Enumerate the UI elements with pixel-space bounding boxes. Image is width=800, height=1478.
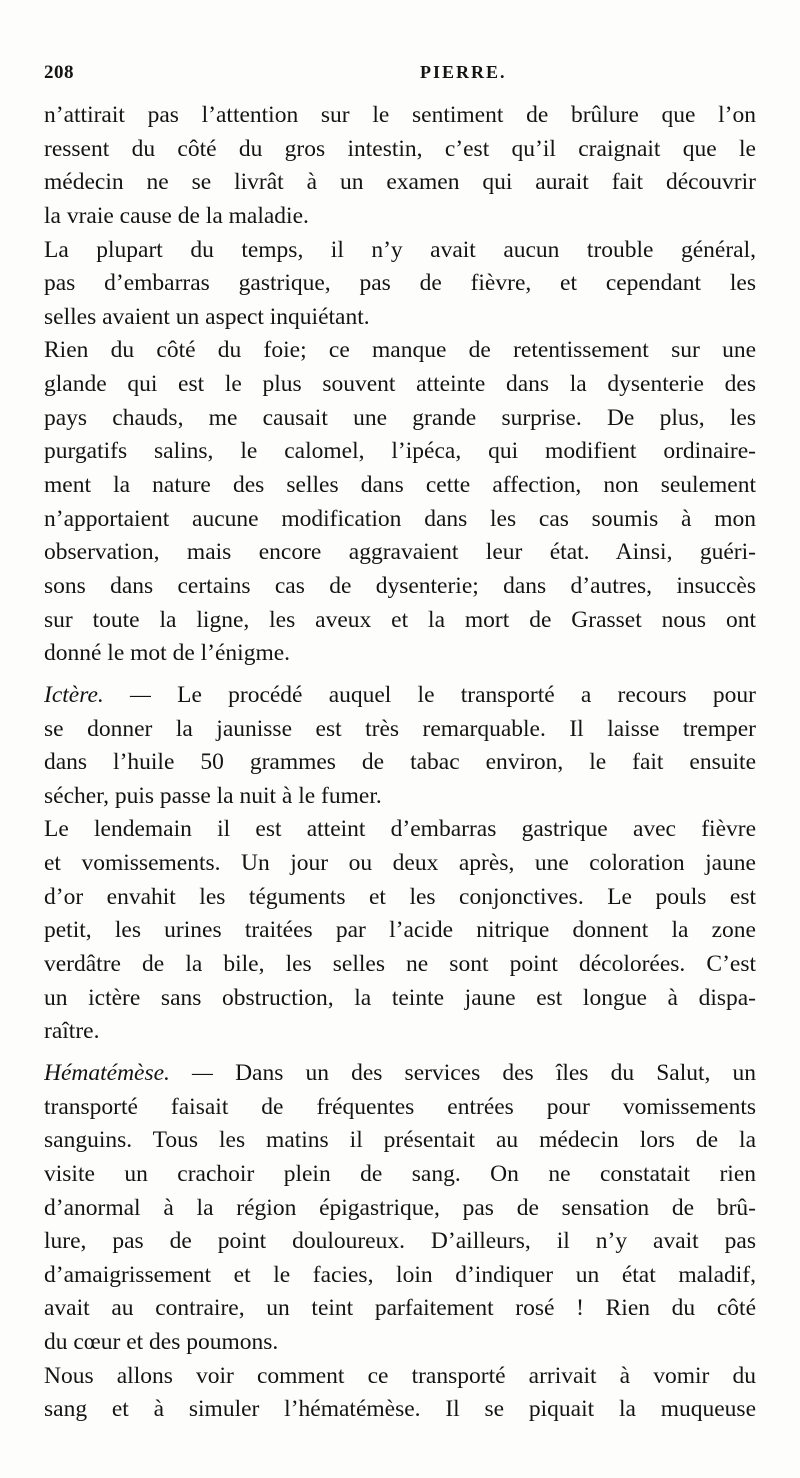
text-line-content: Le procédé auquel le transporté a recours pour bbox=[177, 681, 756, 708]
text-line: ment la nature des selles dans cette affection, non seulement bbox=[44, 472, 756, 499]
section-gap bbox=[44, 671, 756, 679]
text-line: avait au contraire, un teint parfaitement rosé ! Rien du côté bbox=[44, 1295, 756, 1322]
text-line: sang et à simuler l’hématémèse. Il se piquait la muqueuse bbox=[44, 1396, 756, 1423]
running-title: PIERRE. bbox=[420, 62, 507, 82]
text-line: médecin ne se livrât à un examen qui aurait fait découvrir bbox=[44, 169, 756, 196]
text-line: La plupart du temps, il n’y avait aucun trouble général, bbox=[44, 236, 756, 263]
text-line: Le lendemain il est atteint d’embarras gastrique avec fièvre bbox=[44, 816, 756, 843]
text-line: Rien du côté du foie; ce manque de retentissement sur une bbox=[44, 337, 756, 364]
text-line: purgatifs salins, le calomel, l’ipéca, qui modifient ordinaire- bbox=[44, 438, 756, 465]
text-line: un ictère sans obstruction, la teinte jaune est longue à dispa- bbox=[44, 984, 756, 1011]
text-line: glande qui est le plus souvent atteinte dans la dysenterie des bbox=[44, 371, 756, 398]
text-line: sanguins. Tous les matins il présentait au médecin lors de la bbox=[44, 1127, 756, 1154]
text-line: sur toute la ligne, les aveux et la mort de Grasset nous ont bbox=[44, 606, 756, 633]
text-line: observation, mais encore aggravaient leur état. Ainsi, guéri- bbox=[44, 539, 756, 566]
section-title-hematemese: Hématémèse. — bbox=[44, 1059, 213, 1086]
text-line: n’attirait pas l’attention sur le sentiment de brûlure que l’on bbox=[44, 102, 756, 128]
text-line: selles avaient un aspect inquiétant. bbox=[44, 303, 370, 330]
text-line: la vraie cause de la maladie. bbox=[44, 202, 309, 229]
text-line: et vomissements. Un jour ou deux après, une coloration jaune bbox=[44, 850, 756, 877]
text-line: du cœur et des poumons. bbox=[44, 1329, 279, 1356]
section-title-ictere: Ictère. — bbox=[44, 681, 151, 708]
page-number: 208 bbox=[44, 62, 74, 83]
text-line: pas d’embarras gastrique, pas de fièvre, et cependant les bbox=[44, 270, 756, 297]
text-line: d’amaigrissement et le facies, loin d’indiquer un état maladif, bbox=[44, 1261, 756, 1288]
text-line: verdâtre de la bile, les selles ne sont point décolorées. C’est bbox=[44, 951, 756, 978]
text-line: raître. bbox=[44, 1018, 100, 1045]
body-text bbox=[44, 99, 756, 1427]
text-line: sécher, puis passe la nuit à le fumer. bbox=[44, 782, 382, 809]
text-line: lure, pas de point douloureux. D’ailleurs, il n’y avait pas bbox=[44, 1228, 756, 1255]
text-line: visite un crachoir plein de sang. On ne constatait rien bbox=[44, 1160, 756, 1187]
text-line: dans l’huile 50 grammes de tabac environ, le fait ensuite bbox=[44, 749, 756, 776]
text-line: petit, les urines traitées par l’acide nitrique donnent la zone bbox=[44, 917, 756, 944]
text-line-hematemese-heading bbox=[44, 1057, 756, 1091]
text-line: n’apportaient aucune modification dans les cas soumis à mon bbox=[44, 505, 756, 532]
text-line: pays chauds, me causait une grande surprise. De plus, les bbox=[44, 404, 756, 431]
section-gap bbox=[44, 1049, 756, 1057]
text-line: Nous allons voir comment ce transporté arrivait à vomir du bbox=[44, 1362, 756, 1389]
text-line: se donner la jaunisse est très remarquable. Il laisse tremper bbox=[44, 715, 756, 742]
text-line-ictere-heading bbox=[44, 679, 756, 713]
text-line-content: Dans un des services des îles du Salut, un bbox=[235, 1059, 756, 1086]
text-line: donné le mot de l’énigme. bbox=[44, 640, 291, 667]
text-line: d’or envahit les téguments et les conjonctives. Le pouls est bbox=[44, 883, 756, 910]
text-line: ressent du côté du gros intestin, c’est qu’il craignait que le bbox=[44, 135, 756, 162]
page-header bbox=[44, 62, 756, 88]
text-line: transporté faisait de fréquentes entrées pour vomissements bbox=[44, 1093, 756, 1120]
text-line: d’anormal à la région épigastrique, pas de sensation de brû- bbox=[44, 1194, 756, 1221]
text-line: sons dans certains cas de dysenterie; dans d’autres, insuccès bbox=[44, 572, 756, 599]
